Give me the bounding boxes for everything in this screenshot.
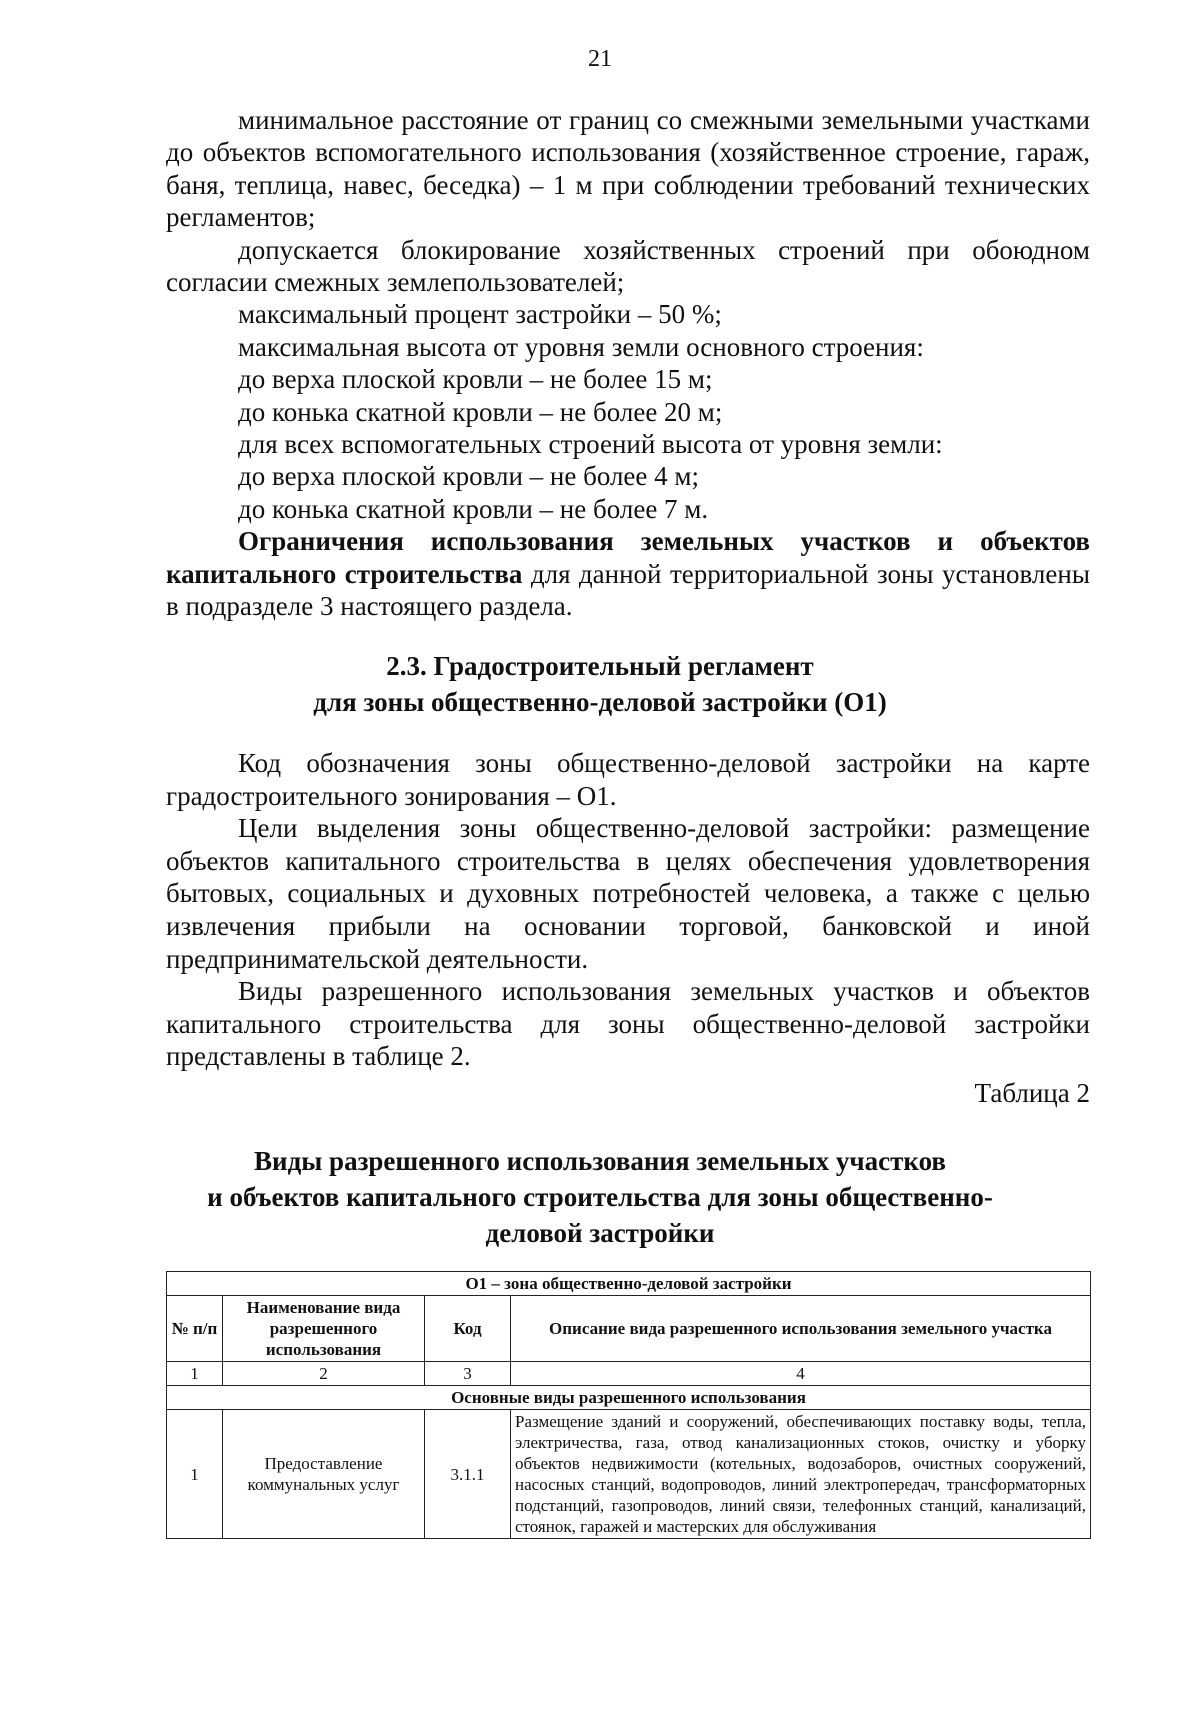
column-header-description: Описание вида разрешенного использования земельного участка [511,1296,1091,1362]
paragraph: максимальный процент застройки – 50 %; [238,299,722,330]
row-description: Размещение зданий и сооружений, обеспечивающих поставку воды, тепла, электричества, газа, отвод канализационных стоков, очистку и уборку объектов недвижимости (котельных, водозаборов, очистных сооружений, насосных станций, водопроводов, линий электропередач, трансформаторных подстанций, газопроводов, линий связи, телефонных станций, канализаций, стоянок, гаражей и мастерских для обслуживания [511,1410,1091,1539]
page-number: 21 [588,46,612,72]
table-caption: Таблица 2 [974,1078,1090,1108]
row-code: 3.1.1 [425,1410,511,1539]
table-title-line: Виды разрешенного использования земельных участков [254,1146,946,1176]
table-title [0,1143,1200,1251]
paragraph: Цели выделения зоны общественно-деловой застройки: размещение объектов капитального строительства в целях обеспечения удовлетворения бытовых, социальных и духовных потребностей человека, а также с целью извлечения прибыли на основании торговой, банковской и иной предпринимательской деятельности. [166,813,1090,974]
restriction-text: для данной территориальной зоны установлены в подразделе 3 настоящего раздела. [166,558,1090,622]
section-heading-line: для зоны общественно-деловой застройки (О1) [313,687,887,717]
column-header-code: Код [425,1296,511,1362]
paragraph: до конька скатной кровли – не более 20 м; [238,396,723,427]
column-header-name: Наименование вида разрешенного использования [223,1296,425,1362]
table-row [167,1410,1091,1539]
paragraph: максимальная высота от уровня земли основного строения: [238,331,924,362]
paragraph: Виды разрешенного использования земельных участков и объектов капитального строительства для зоны общественно-деловой застройки представлены в таблице 2. [166,976,1090,1072]
restriction-bold-text: Ограничения использования земельных участков и объектов капитального строительства [166,526,1090,589]
column-header-row [167,1296,1091,1362]
column-number: 4 [511,1362,1091,1386]
column-number: 1 [167,1362,223,1386]
section-heading-line: 2.3. Градостроительный регламент [386,651,814,681]
restriction-paragraph [166,525,1090,622]
table-title-line: и объектов капитального строительства для зоны общественно- [207,1182,993,1212]
column-number-row [167,1362,1091,1386]
zone-header-row [167,1272,1091,1296]
body-text-mid [166,747,1090,1073]
row-number: 1 [167,1410,223,1539]
column-header-number: № п/п [167,1296,223,1362]
paragraph: допускается блокирование хозяйственных строений при обоюдном согласии смежных землепользователей; [166,234,1090,298]
paragraph: Код обозначения зоны общественно-деловой застройки на карте градостроительного зонирования – О1. [166,748,1090,811]
body-text-top [166,104,1090,623]
paragraph: до верха плоской кровли – не более 4 м; [238,461,699,492]
group-header-row [167,1386,1091,1410]
regulation-table [166,1271,1091,1539]
paragraph: для всех вспомогательных строений высота от уровня земли: [238,429,943,460]
column-number: 3 [425,1362,511,1386]
column-number: 2 [223,1362,425,1386]
group-header: Основные виды разрешенного использования [167,1386,1091,1410]
section-heading [0,648,1200,720]
zone-header: О1 – зона общественно-деловой застройки [167,1272,1091,1296]
paragraph: до верха плоской кровли – не более 15 м; [238,364,713,395]
paragraph: до конька скатной кровли – не более 7 м. [238,493,709,524]
paragraph: минимальное расстояние от границ со смежными земельными участками до объектов вспомогательного использования (хозяйственное строение, гараж, баня, теплица, навес, беседка) – 1 м при соблюдении требований технических регламентов; [166,105,1090,233]
table-title-line: деловой застройки [485,1218,715,1248]
row-use-name: Предоставление коммунальных услуг [223,1410,425,1539]
